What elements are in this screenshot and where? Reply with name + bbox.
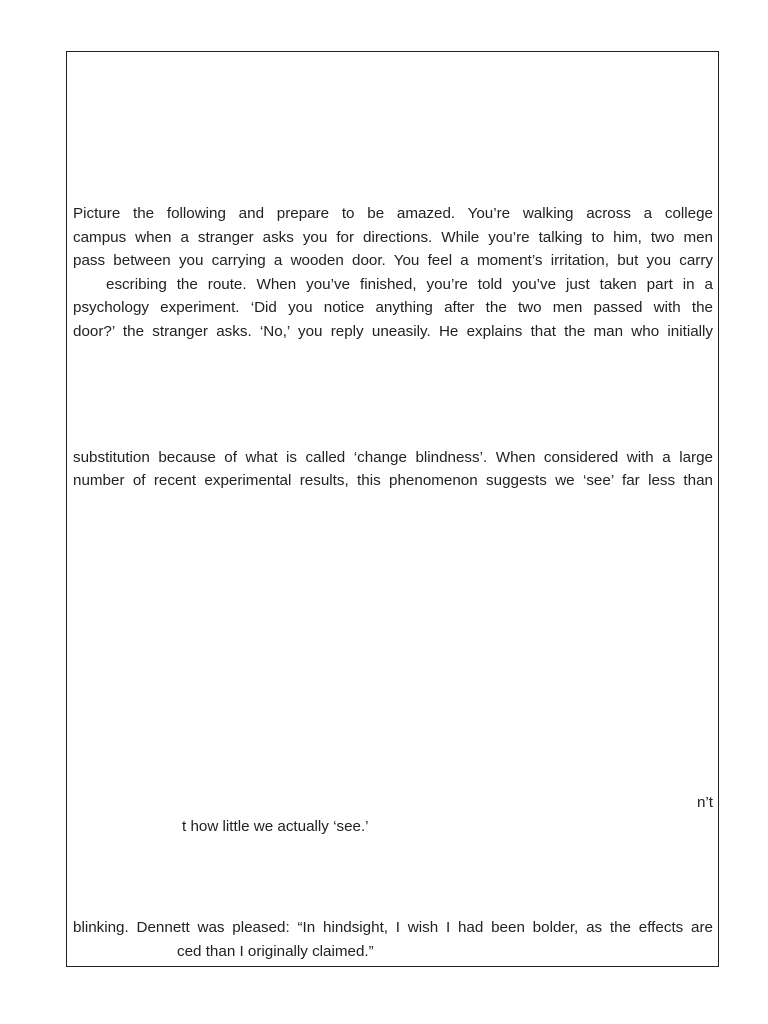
paragraph-3-line-2: ced than I originally claimed.”	[177, 943, 374, 960]
paragraph-3-line-1: blinking. Dennett was pleased: “In hindsight, I wish I had been bolder, as the effects are	[73, 919, 713, 936]
paragraph-2-line-1: substitution because of what is called ‘change blindness’. When considered with a large	[73, 449, 713, 466]
paragraph-2-line-2: number of recent experimental results, this phenomenon suggests we ‘see’ far less than	[73, 472, 713, 489]
paragraph-1-line-3: pass between you carrying a wooden door. You feel a moment’s irritation, but you carry	[73, 252, 713, 269]
fragment-right-text: n’t	[696, 794, 713, 811]
paragraph-1-line-4: escribing the route. When you’ve finished, you’re told you’ve just taken part in a	[106, 276, 713, 293]
paragraph-1-line-5: psychology experiment. ‘Did you notice anything after the two men passed with the	[73, 299, 713, 316]
paragraph-1-line-1: Picture the following and prepare to be amazed. You’re walking across a college	[73, 205, 713, 222]
paragraph-1-line-2: campus when a stranger asks you for directions. While you’re talking to him, two men	[73, 229, 713, 246]
fragment-line: t how little we actually ‘see.’	[182, 818, 369, 835]
paragraph-1-line-6: door?’ the stranger asks. ‘No,’ you reply uneasily. He explains that the man who initially	[73, 323, 713, 340]
